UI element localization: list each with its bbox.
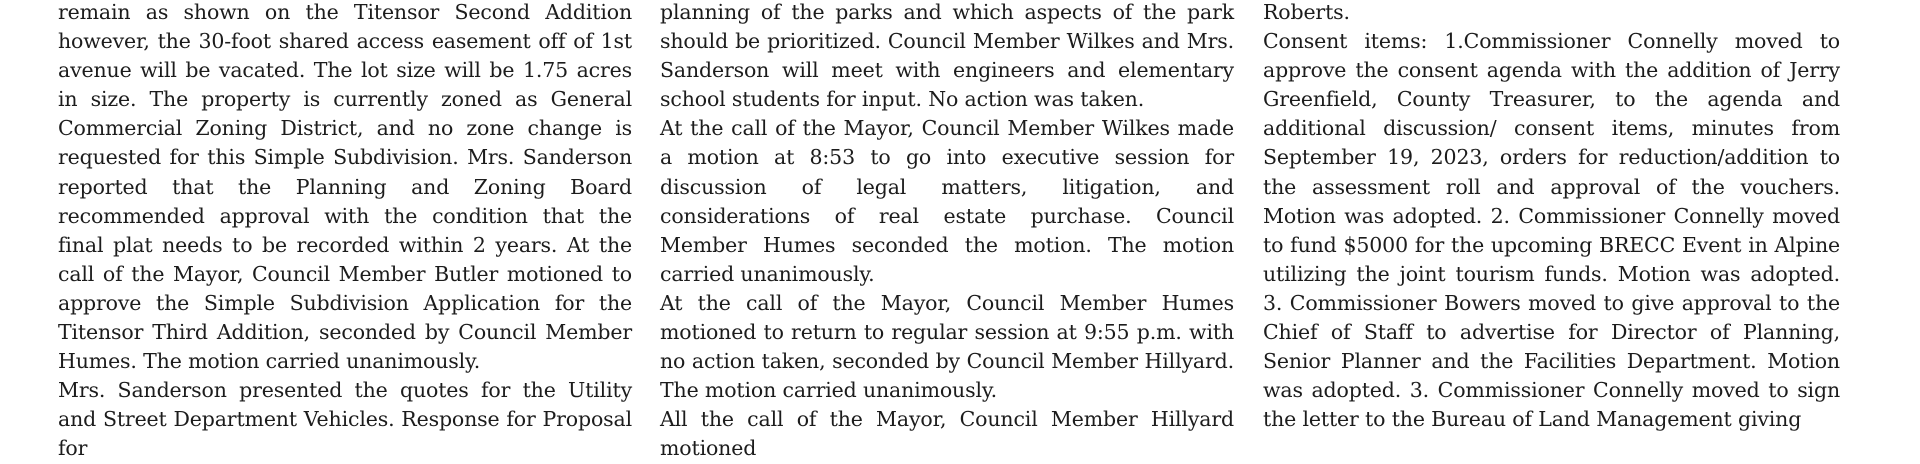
article-column-middle <box>660 0 1234 464</box>
paragraph: remain as shown on the Titensor Second Addition however, the 30-foot shared access easement off of 1st avenue will be vacated. The lot size will be 1.75 acres in size. The property is currently zoned as General Commercial Zoning District, and no zone change is requested for this Simple Subdivision. Mrs. Sanderson reported that the Planning and Zoning Board recommended approval with the condition that the final plat needs to be recorded within 2 years. At the call of the Mayor, Council Member Butler motioned to approve the Simple Subdivision Application for the Titensor Third Addition, seconded by Council Member Humes. The motion carried unanimously. <box>58 0 632 374</box>
paragraph: Consent items: 1.Commissioner Connelly moved to approve the consent agenda with the addition of Jerry Greenfield, County Treasurer, to the agenda and additional discussion/ consent items, minutes from September 19, 2023, orders for reduction/addition to the assessment roll and approval of the vouchers. Motion was adopted. 2. Commissioner Connelly moved to fund $5000 for the upcoming BRECC Event in Alpine utilizing the joint tourism funds. Motion was adopted. 3. Commissioner Bowers moved to give approval to the Chief of Staff to advertise for Director of Planning, Senior Planner and the Facilities Department. Motion was adopted. 3. Commissioner Connelly moved to sign the letter to the Bureau of Land Management giving <box>1263 29 1840 432</box>
article-column-left <box>58 0 632 464</box>
article-column-right <box>1263 0 1840 434</box>
paragraph: At the call of the Mayor, Council Member Humes motioned to return to regular session at 9:55 p.m. with no action taken, seconded by Council Member Hillyard. The motion carried unanimously. <box>660 290 1234 403</box>
paragraph: All the call of the Mayor, Council Member Hillyard motioned <box>660 407 1234 461</box>
paragraph: At the call of the Mayor, Council Member Wilkes made a motion at 8:53 to go into executive session for discussion of legal matters, litigation, and considerations of real estate purchase. Council Member Humes seconded the motion. The motion carried unanimously. <box>660 116 1234 286</box>
paragraph: planning of the parks and which aspects of the park should be prioritized. Council Member Wilkes and Mrs. Sanderson will meet with engineers and elementary school students for input. No action was taken. <box>660 0 1234 112</box>
paragraph: Mrs. Sanderson presented the quotes for the Utility and Street Department Vehicles. Response for Proposal for <box>58 378 632 461</box>
paragraph: Roberts. <box>1263 0 1350 24</box>
